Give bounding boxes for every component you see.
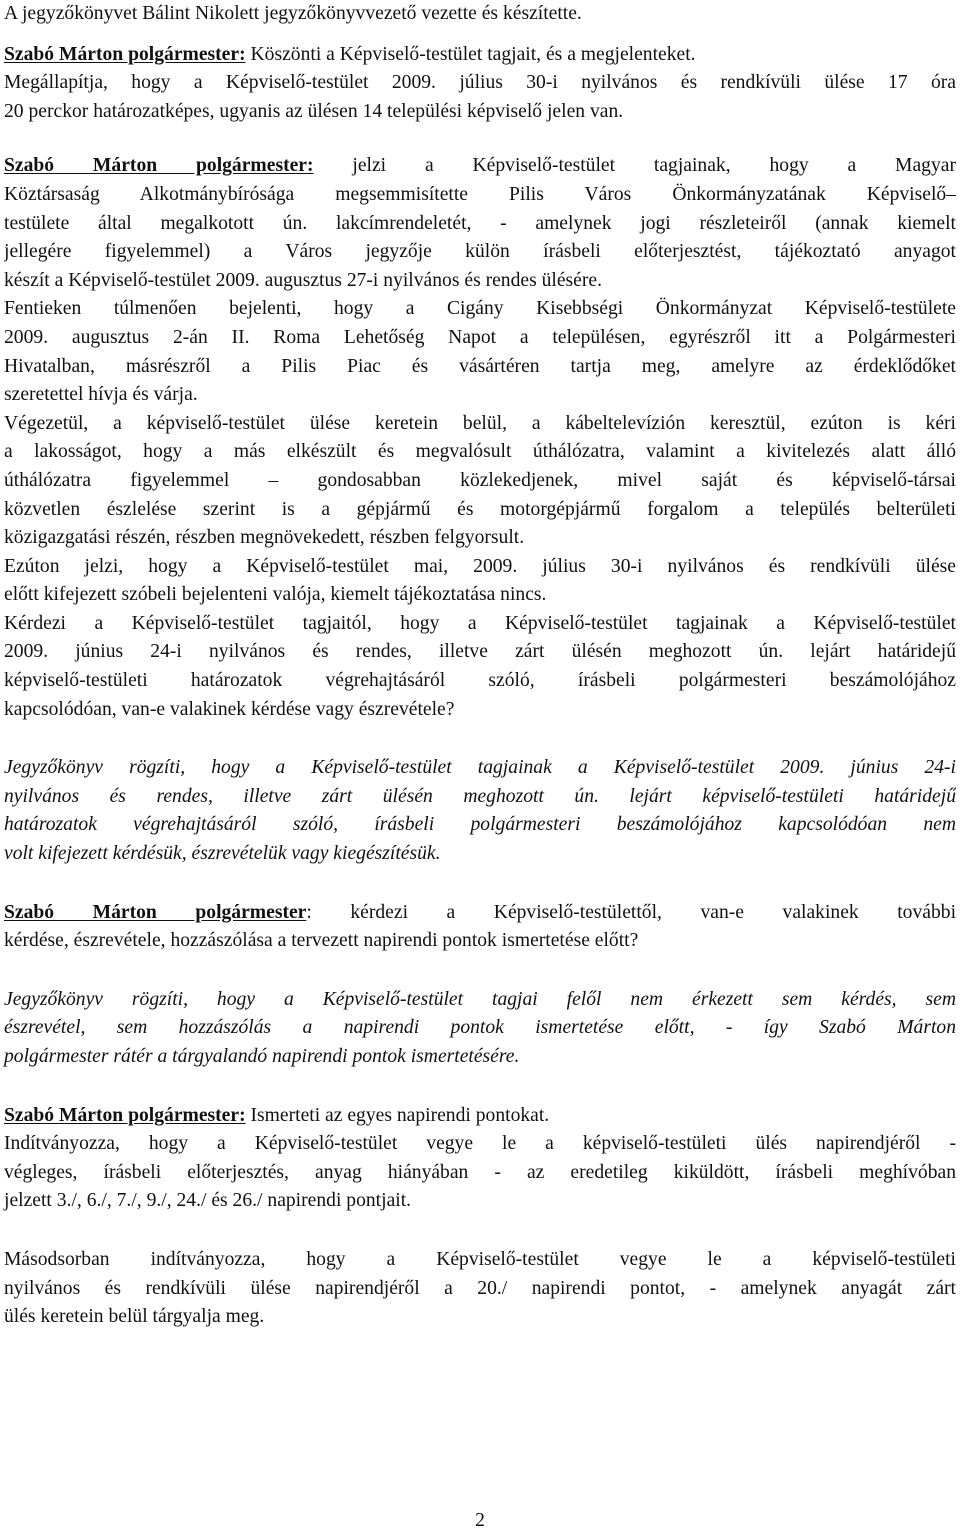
paragraph-3-line-4: szeretettel hívja és várja. (4, 384, 198, 406)
speaker-label: Szabó Márton polgármester: (4, 43, 246, 65)
paragraph-2-line-1: Szabó Márton polgármester: jelzi a Képviselő-testület tagjainak, hogy a Magyar (4, 155, 956, 177)
paragraph-8-line-1: Szabó Márton polgármester: kérdezi a Képviselő-testülettől, van-e valakinek további (4, 901, 956, 923)
speaker-label: Szabó Márton polgármester: (4, 1104, 246, 1126)
paragraph-6-line-3: képviselő-testületi határozatok végrehajtásáról szóló, írásbeli polgármesteri beszámolójához (4, 670, 956, 692)
paragraph-2-line-3: testülete által megalkotott ún. lakcímrendeletét, - amelynek jogi részleteiről (annak kiemelt (4, 212, 956, 234)
paragraph-4-line-2: a lakosságot, hogy a más elkészült és megvalósult úthálózatra, valamint a kivitelezés alatt álló (4, 441, 956, 463)
paragraph-9-line-3: polgármester rátér a tárgyalandó napirendi pontok ismertetésére. (4, 1046, 520, 1067)
paragraph-7-line-2: nyilvános és rendes, illetve zárt ülésén meghozott ún. lejárt képviselő-testületi határidejű (4, 785, 956, 807)
paragraph-1-line-1: Szabó Márton polgármester: Köszönti a Képviselő-testület tagjait, és a megjelenteket. (4, 43, 696, 65)
document-page (4, 0, 956, 1332)
paragraph-2-line-2: Köztársaság Alkotmánybírósága megsemmisítette Pilis Város Önkormányzatának Képviselő– (4, 183, 956, 205)
spacer (4, 126, 956, 152)
paragraph-4-line-4: közvetlen észlelése szerint is a gépjármű és motorgépjármű forgalom a település belterületi (4, 498, 956, 520)
spacer (4, 869, 956, 899)
paragraph-1-line-3: 20 perckor határozatképes, ugyanis az ülésen 14 települési képviselő jelen van. (4, 100, 624, 122)
paragraph-5-line-1: Ezúton jelzi, hogy a Képviselő-testület mai, 2009. július 30-i nyilvános és rendkívüli ülése (4, 555, 956, 577)
paragraph-7-line-3: határozatok végrehajtásáról szóló, írásbeli polgármesteri beszámolójához kapcsolódóan nem (4, 814, 956, 836)
page-number: 2 (475, 1510, 485, 1531)
paragraph-8-line-2: kérdése, észrevétele, hozzászólása a tervezett napirendi pontok ismertetése előtt? (4, 930, 639, 952)
paragraph-9-line-1: Jegyzőkönyv rögzíti, hogy a Képviselő-testület tagjai felől nem érkezett sem kérdés, sem (4, 988, 956, 1010)
paragraph-9-line-2: észrevétel, sem hozzászólás a napirendi pontok ismertetése előtt, - így Szabó Márton (4, 1017, 956, 1039)
paragraph-3-line-1: Fentieken túlmenően bejelenti, hogy a Cigány Kisebbségi Önkormányzat Képviselő-testülete (4, 298, 956, 320)
paragraph-11-line-2: nyilvános és rendkívüli ülése napirendjéről a 20./ napirendi pontot, - amelynek anyagát zárt (4, 1277, 956, 1299)
paragraph-7-line-1: Jegyzőkönyv rögzíti, hogy a Képviselő-testület tagjainak a Képviselő-testület 2009. június 24-i (4, 757, 956, 779)
paragraph-10-line-4: jelzett 3./, 6./, 7./, 9./, 24./ és 26./ napirendi pontjait. (4, 1190, 412, 1212)
speaker-label: Szabó Márton polgármester (4, 901, 307, 923)
paragraph-10-line-1: Szabó Márton polgármester: Ismerteti az egyes napirendi pontokat. (4, 1104, 550, 1126)
paragraph-4-line-3: úthálózatra figyelemmel – gondosabban közlekedjenek, mivel saját és képviselő-társai (4, 469, 956, 491)
paragraph-10-line-2: Indítványozza, hogy a Képviselő-testület vegye le a képviselő-testületi ülés napirendjéről - (4, 1133, 956, 1155)
spacer (4, 956, 956, 986)
paragraph-6-line-1: Kérdezi a Képviselő-testület tagjaitól, hogy a Képviselő-testület tagjainak a Képviselő-testület (4, 612, 956, 634)
paragraph-2-line-4: jellegére figyelemmel) a Város jegyzője külön írásbeli előterjesztést, tájékoztató anyagot (4, 241, 956, 263)
spacer (4, 1072, 956, 1102)
paragraph-5-line-2: előtt kifejezett szóbeli bejelenteni valója, kiemelt tájékoztatása nincs. (4, 584, 547, 606)
speaker-label: Szabó Márton polgármester: (4, 155, 314, 177)
spacer (4, 724, 956, 754)
paragraph-10-line-3: végleges, írásbeli előterjesztés, anyag hiányában - az eredetileg kiküldött, írásbeli meghívóban (4, 1161, 956, 1183)
spacer (4, 1216, 956, 1246)
paragraph-2-line-5: készít a Képviselő-testület 2009. augusztus 27-i nyilvános és rendes ülésére. (4, 269, 603, 291)
paragraph-6-line-4: kapcsolódóan, van-e valakinek kérdése vagy észrevétele? (4, 698, 455, 720)
intro-line: A jegyzőkönyvet Bálint Nikolett jegyzőkönyvvezető vezette és készítette. (4, 3, 582, 24)
paragraph-1-line-2: Megállapítja, hogy a Képviselő-testület 2009. július 30-i nyilvános és rendkívüli ülése 17 óra (4, 72, 956, 94)
paragraph-6-line-2: 2009. június 24-i nyilvános és rendes, illetve zárt ülésén meghozott ún. lejárt határidejű (4, 641, 956, 663)
paragraph-4-line-1: Végezetül, a képviselő-testület ülése keretein belül, a kábeltelevízión keresztül, ezúton is kéri (4, 412, 956, 434)
paragraph-3-line-3: Hivatalban, másrészről a Pilis Piac és vásártéren tartja meg, amelyre az érdeklődőket (4, 355, 956, 377)
paragraph-11-line-1: Másodsorban indítványozza, hogy a Képviselő-testület vegye le a képviselő-testületi (4, 1248, 956, 1270)
paragraph-7-line-4: volt kifejezett kérdésük, észrevételük vagy kiegészítésük. (4, 843, 441, 865)
paragraph-11-line-3: ülés keretein belül tárgyalja meg. (4, 1306, 265, 1328)
paragraph-4-line-5: közigazgatási részén, részben megnövekedett, részben felgyorsult. (4, 527, 525, 549)
spacer (4, 29, 956, 41)
paragraph-3-line-2: 2009. augusztus 2-án II. Roma Lehetőség Napot a településen, egyrészről itt a Polgármesteri (4, 326, 956, 348)
